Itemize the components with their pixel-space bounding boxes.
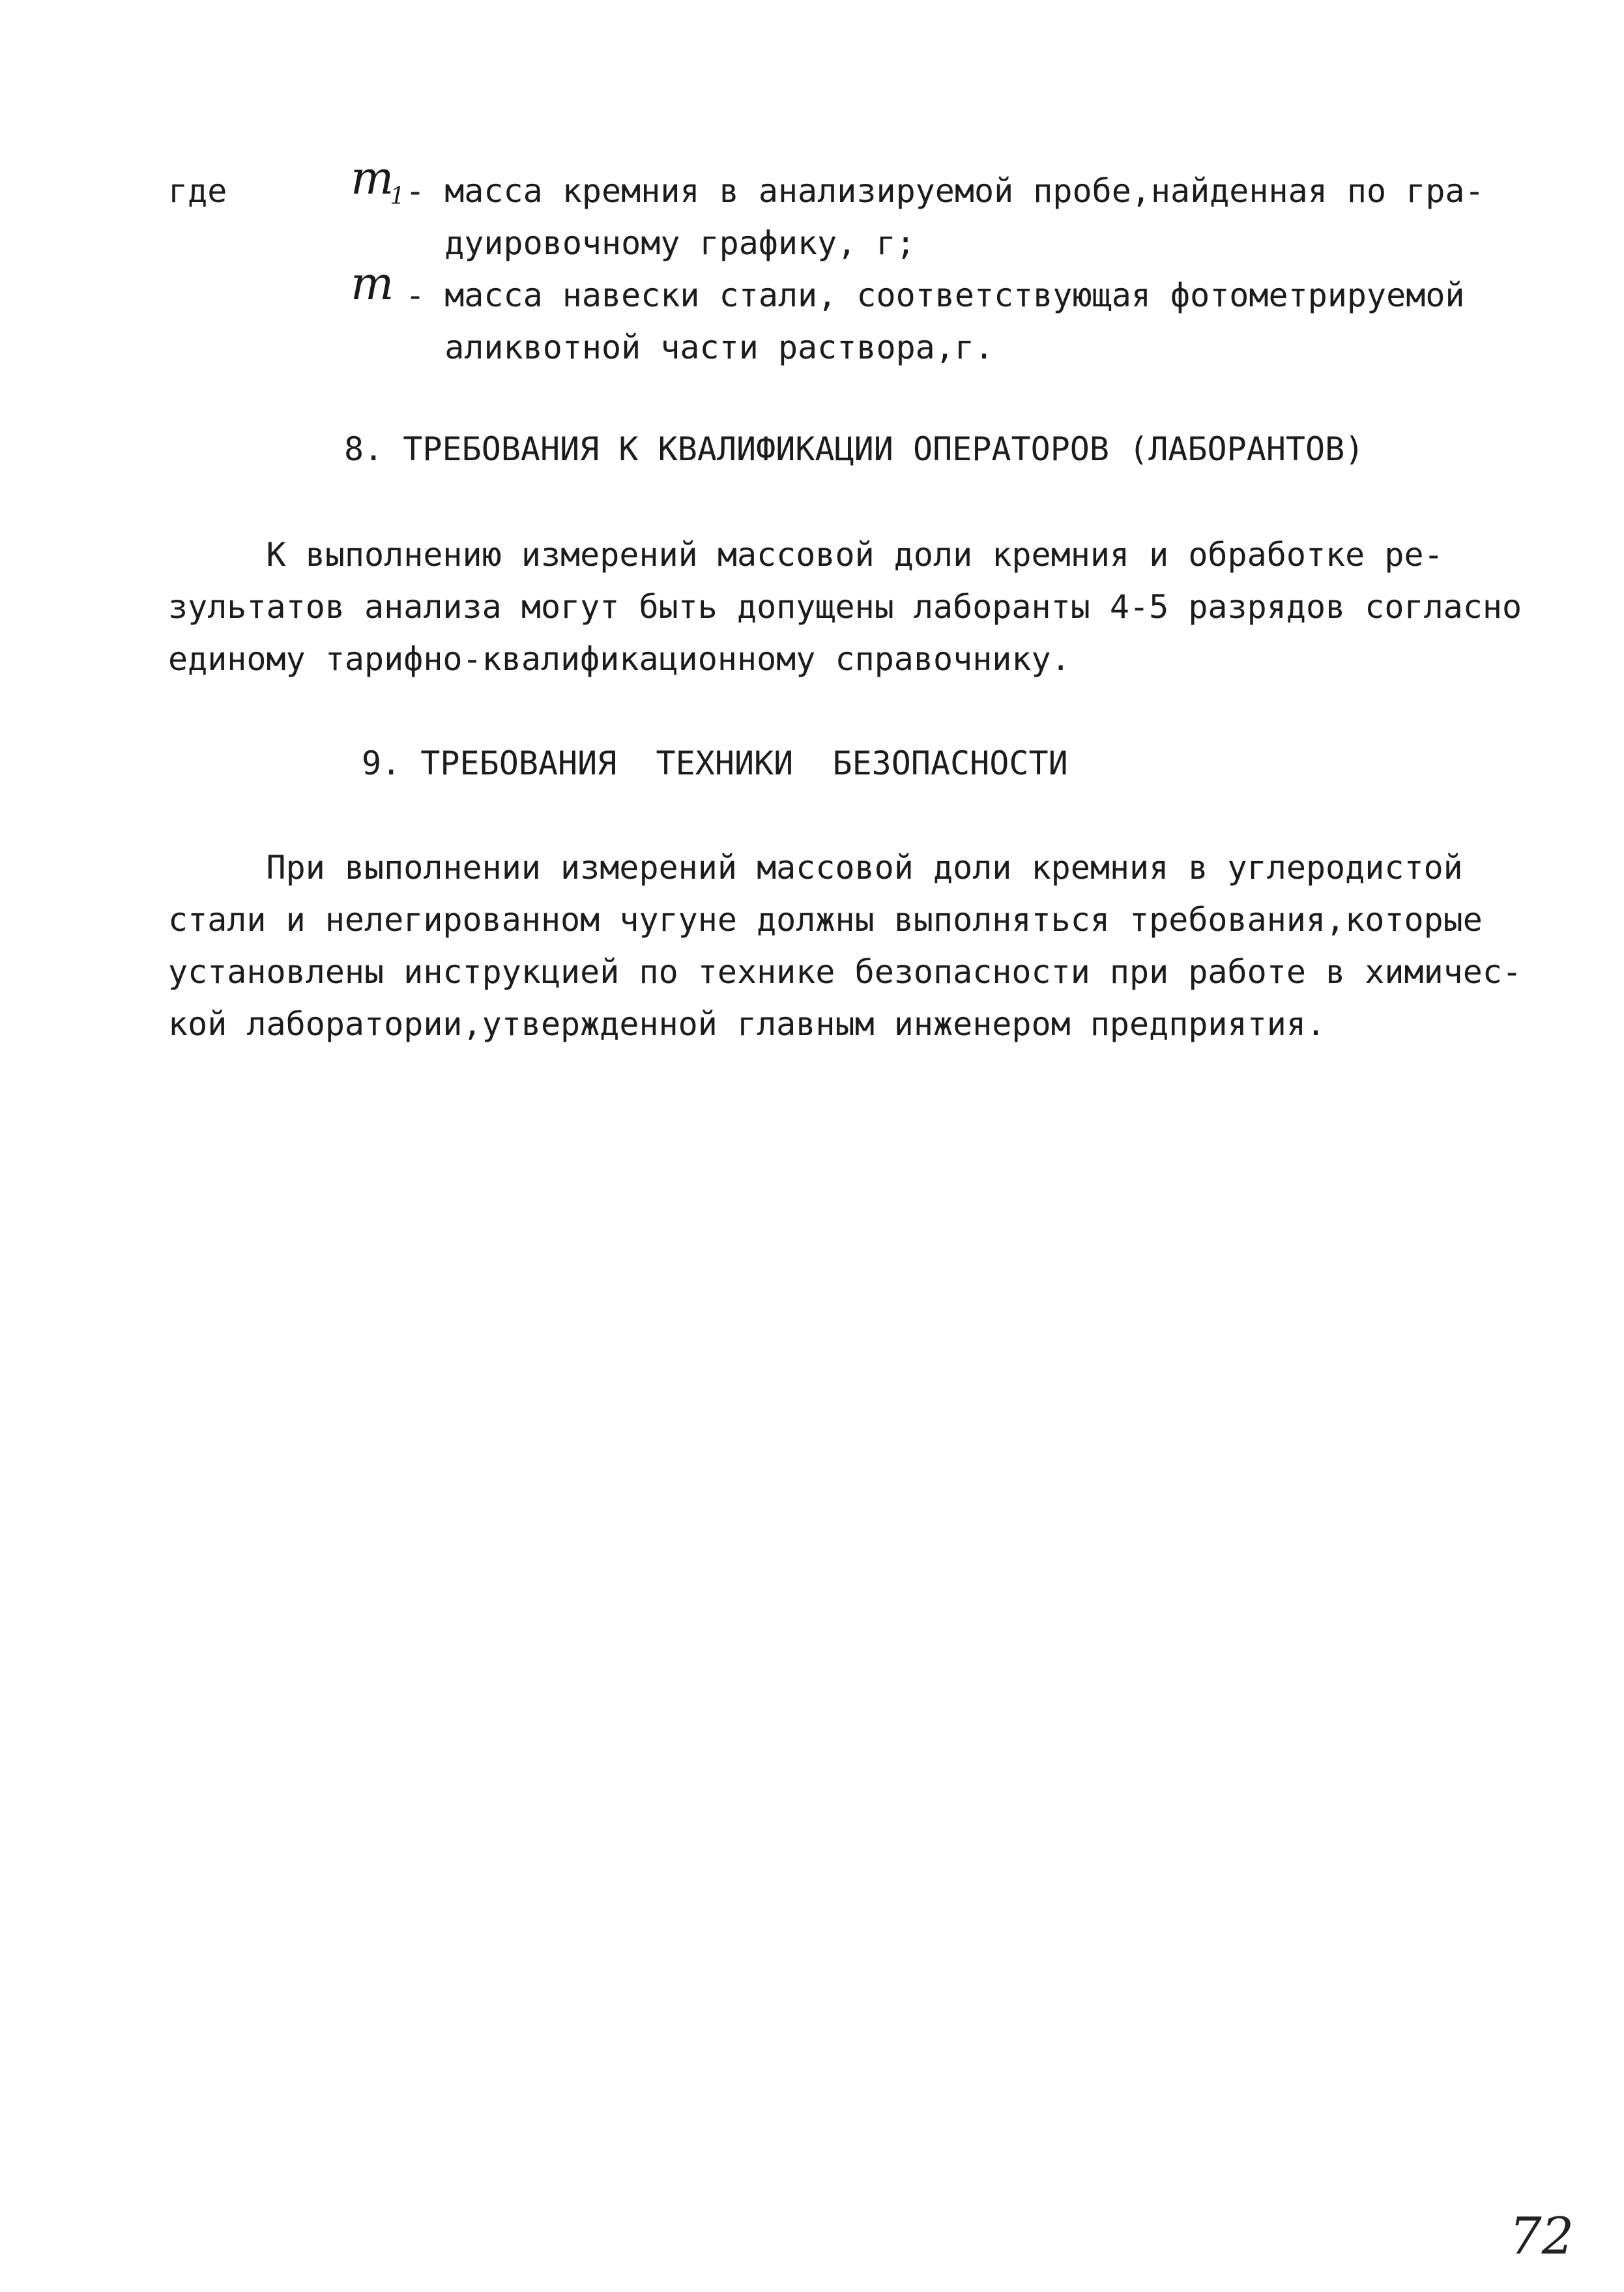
symbol-m1 <box>351 151 405 210</box>
section-9-line-1: При выполнении измерений массовой доли кремния в углеродистой <box>168 849 1463 887</box>
definition-m-line-1: - масса навески стали, соответствующая фотометрируемой <box>405 276 1465 314</box>
section-9-line-2: стали и нелегированном чугуне должны выполняться требования,которые <box>168 901 1483 939</box>
section-8-line-1: К выполнению измерений массовой доли кремния и обработке ре- <box>168 536 1443 574</box>
section-8-line-2: зультатов анализа могут быть допущены лаборанты 4-5 разрядов согласно <box>168 588 1522 626</box>
section-9-line-4: кой лаборатории,утвержденной главным инженером предприятия. <box>168 1005 1326 1043</box>
page-number: 72 <box>1509 2207 1574 2266</box>
where-word: где <box>168 172 227 210</box>
section-9-line-3: установлены инструкцией по технике безопасности при работе в химичес- <box>168 953 1522 991</box>
symbol-m1-base: m <box>351 151 394 205</box>
symbol-m1-subscript: 1 <box>390 183 405 210</box>
section-9-heading: 9. ТРЕБОВАНИЯ ТЕХНИКИ БЕЗОПАСНОСТИ <box>362 744 1068 782</box>
section-8-line-3: единому тарифно-квалификационному справочнику. <box>168 640 1071 678</box>
symbol-m-base: m <box>351 257 394 310</box>
symbol-m <box>351 257 394 310</box>
section-8-heading: 8. ТРЕБОВАНИЯ К КВАЛИФИКАЦИИ ОПЕРАТОРОВ (ЛАБОРАНТОВ) <box>344 430 1365 468</box>
definition-m1-line-1: - масса кремния в анализируемой пробе,найденная по гра- <box>405 172 1485 210</box>
definition-m1-line-2: дуировочному графику, г; <box>405 224 916 262</box>
definition-m-line-2: аликвотной части раствора,г. <box>405 329 994 366</box>
